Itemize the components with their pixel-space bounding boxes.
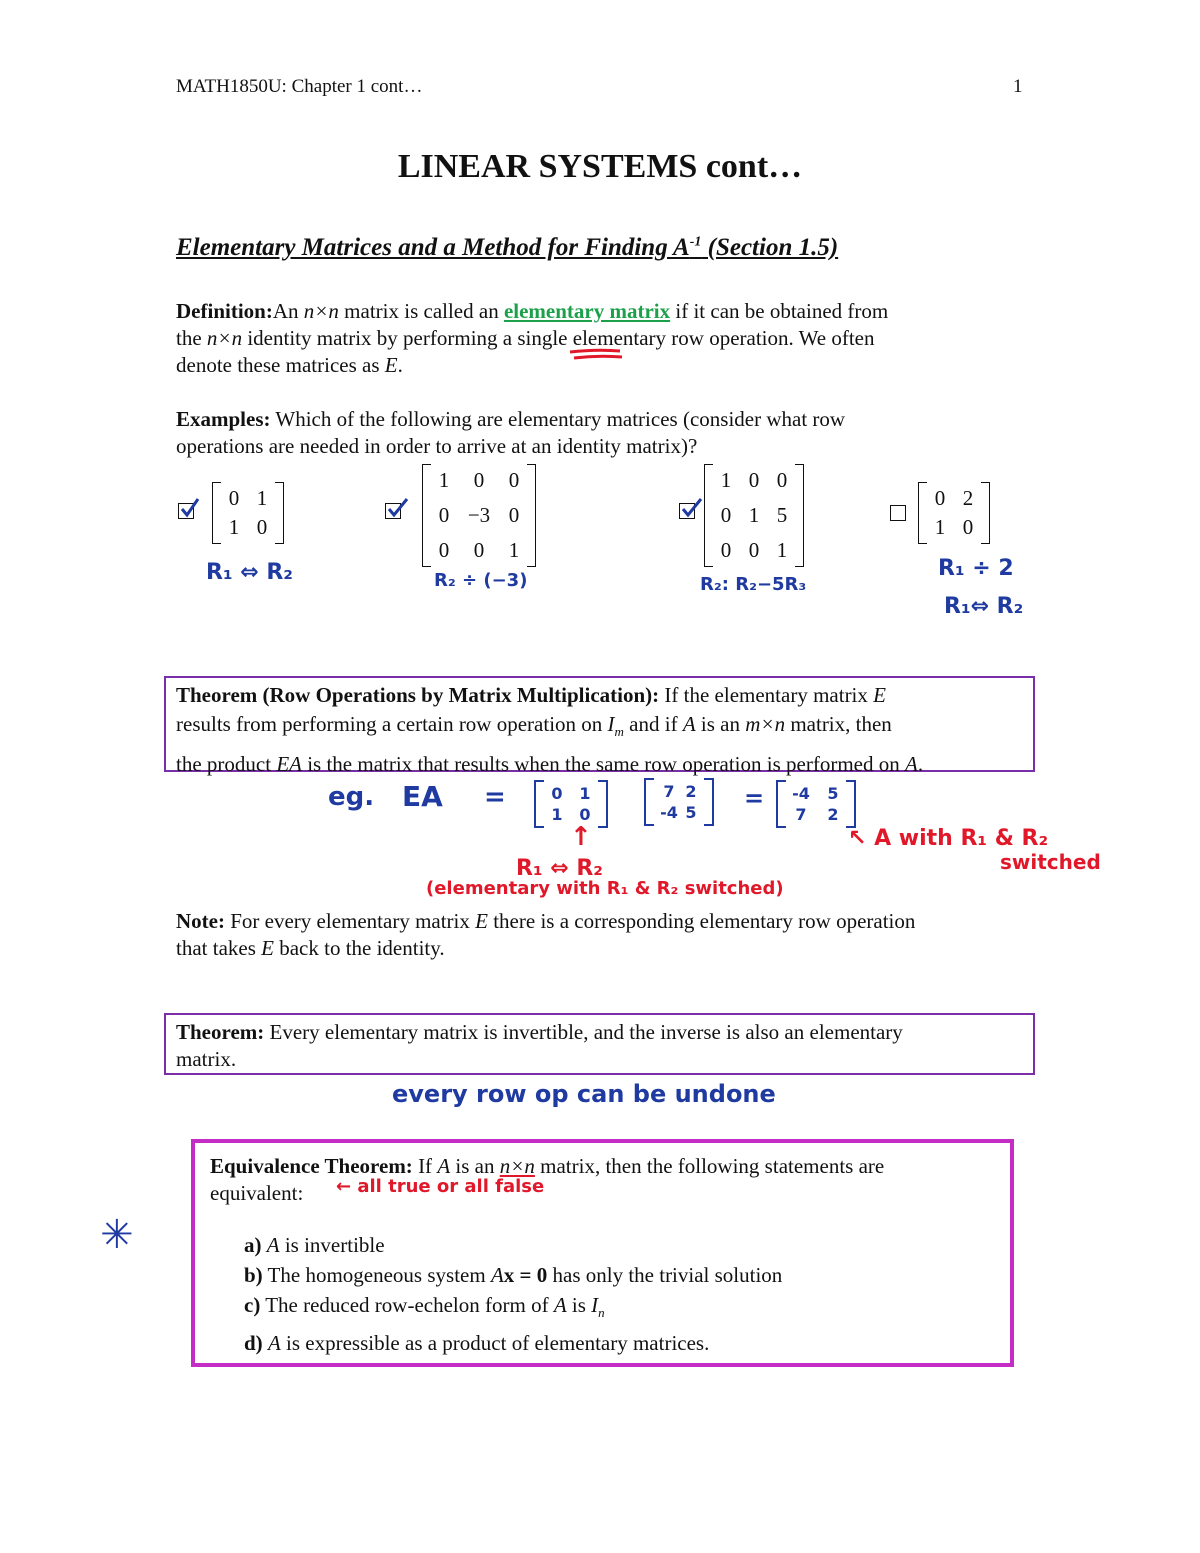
running-header: MATH1850U: Chapter 1 cont… bbox=[176, 76, 423, 97]
list-item: a) A is invertible bbox=[244, 1233, 385, 1257]
definition-paragraph: Definition:An n×n matrix is called an elementary matrix if it can be obtained from the n×n identity matrix by performing a single elementary row operation. We often denote these matrices as E. bbox=[176, 299, 889, 377]
handwritten-note-ex2: R₂ ÷ (−3) bbox=[434, 570, 528, 591]
section-heading bbox=[176, 234, 838, 262]
example-matrix-4: 0 2 1 0 bbox=[918, 482, 990, 544]
handwritten-ea: EA bbox=[402, 780, 443, 813]
page-number: 1 bbox=[1013, 76, 1023, 97]
handwritten-matrix-e: 0 1 1 0 bbox=[534, 780, 608, 828]
star-icon: ✳ bbox=[100, 1212, 134, 1258]
single-underline-mark bbox=[566, 346, 626, 362]
handwritten-equals-2: = bbox=[744, 784, 765, 812]
elementary-matrix-term: elementary matrix bbox=[503, 299, 671, 323]
section-heading-sup: -1 bbox=[689, 234, 702, 250]
handwritten-equivalent-note: ← all true or all false bbox=[336, 1176, 545, 1197]
section-heading-suffix: (Section 1.5) bbox=[701, 234, 839, 261]
handwritten-a-note: ↖ A with R₁ & R₂ bbox=[848, 826, 1049, 851]
examples-paragraph: Examples: Which of the following are elementary matrices (consider what row operations are needed in order to arrive at an identity matrix)? bbox=[176, 407, 846, 458]
equivalence-statements-list bbox=[244, 1230, 782, 1358]
checkbox-example-4[interactable] bbox=[890, 505, 906, 521]
list-item: c) The reduced row-echelon form of A is $I_n$ bbox=[244, 1293, 605, 1321]
handwritten-matrix-a: 7 2 -4 5 bbox=[644, 778, 714, 826]
handwritten-a-note-switched: switched bbox=[1000, 850, 1101, 874]
definition-label: Definition: bbox=[176, 299, 273, 323]
theorem-row-operations-label: Theorem (Row Operations by Matrix Multiplication): bbox=[176, 683, 660, 707]
list-item: b) The homogeneous system Ax = 0 has only the trivial solution bbox=[244, 1263, 783, 1287]
equivalence-theorem-intro: Equivalence Theorem: If A is an n×n matrix, then the following statements are equivalent: bbox=[210, 1154, 885, 1205]
handwritten-note-ex4a: R₁ ÷ 2 bbox=[938, 556, 1014, 581]
examples-label: Examples: bbox=[176, 407, 271, 431]
handwritten-note-ex1: R₁ ⇔ R₂ bbox=[206, 560, 293, 585]
handwritten-note-ex3: R₂: R₂−5R₃ bbox=[700, 574, 807, 595]
note-paragraph: Note: For every elementary matrix E there is a corresponding elementary row operation that takes E back to the identity. bbox=[176, 909, 916, 960]
handwritten-equals-1: = bbox=[484, 782, 506, 812]
equivalence-theorem-label: Equivalence Theorem: bbox=[210, 1154, 413, 1178]
handwritten-arrow-up: ↑ bbox=[570, 822, 592, 852]
handwritten-row-swap: R₁ ⇔ R₂ bbox=[516, 856, 603, 881]
list-item: d) A is expressible as a product of elementary matrices. bbox=[244, 1331, 710, 1356]
checkmark-icon bbox=[178, 496, 200, 520]
example-matrix-1: 0 1 1 0 bbox=[212, 482, 284, 544]
section-heading-text: Elementary Matrices and a Method for Finding A bbox=[176, 234, 690, 261]
handwritten-elementary-note: (elementary with R₁ & R₂ switched) bbox=[426, 878, 784, 899]
handwritten-eg-label: eg. bbox=[328, 782, 375, 812]
example-matrix-3: 1 0 0 0 1 5 0 0 1 bbox=[704, 464, 804, 567]
handwritten-note-ex4b: R₁⇔ R₂ bbox=[944, 594, 1024, 619]
example-matrix-2: 1 0 0 0 −3 0 0 0 1 bbox=[422, 464, 536, 567]
checkmark-icon bbox=[679, 496, 703, 520]
theorem-row-operations-text: Theorem (Row Operations by Matrix Multiplication): If the elementary matrix E results from performing a certain row operation on $I_m$ and if A is an m×n matrix, then the product EA is the matrix that results when the same row operation is performed on A. bbox=[176, 683, 924, 777]
handwritten-undone-note: every row op can be undone bbox=[392, 1080, 776, 1108]
handwritten-matrix-result: -4 5 7 2 bbox=[776, 780, 856, 828]
page-title: LINEAR SYSTEMS cont… bbox=[397, 148, 803, 185]
checkmark-icon bbox=[385, 496, 409, 520]
note-label: Note: bbox=[176, 909, 225, 933]
theorem-invertible-text: Theorem: Every elementary matrix is invertible, and the inverse is also an elementary matrix. bbox=[176, 1020, 903, 1071]
theorem-invertible-label: Theorem: bbox=[176, 1020, 265, 1044]
